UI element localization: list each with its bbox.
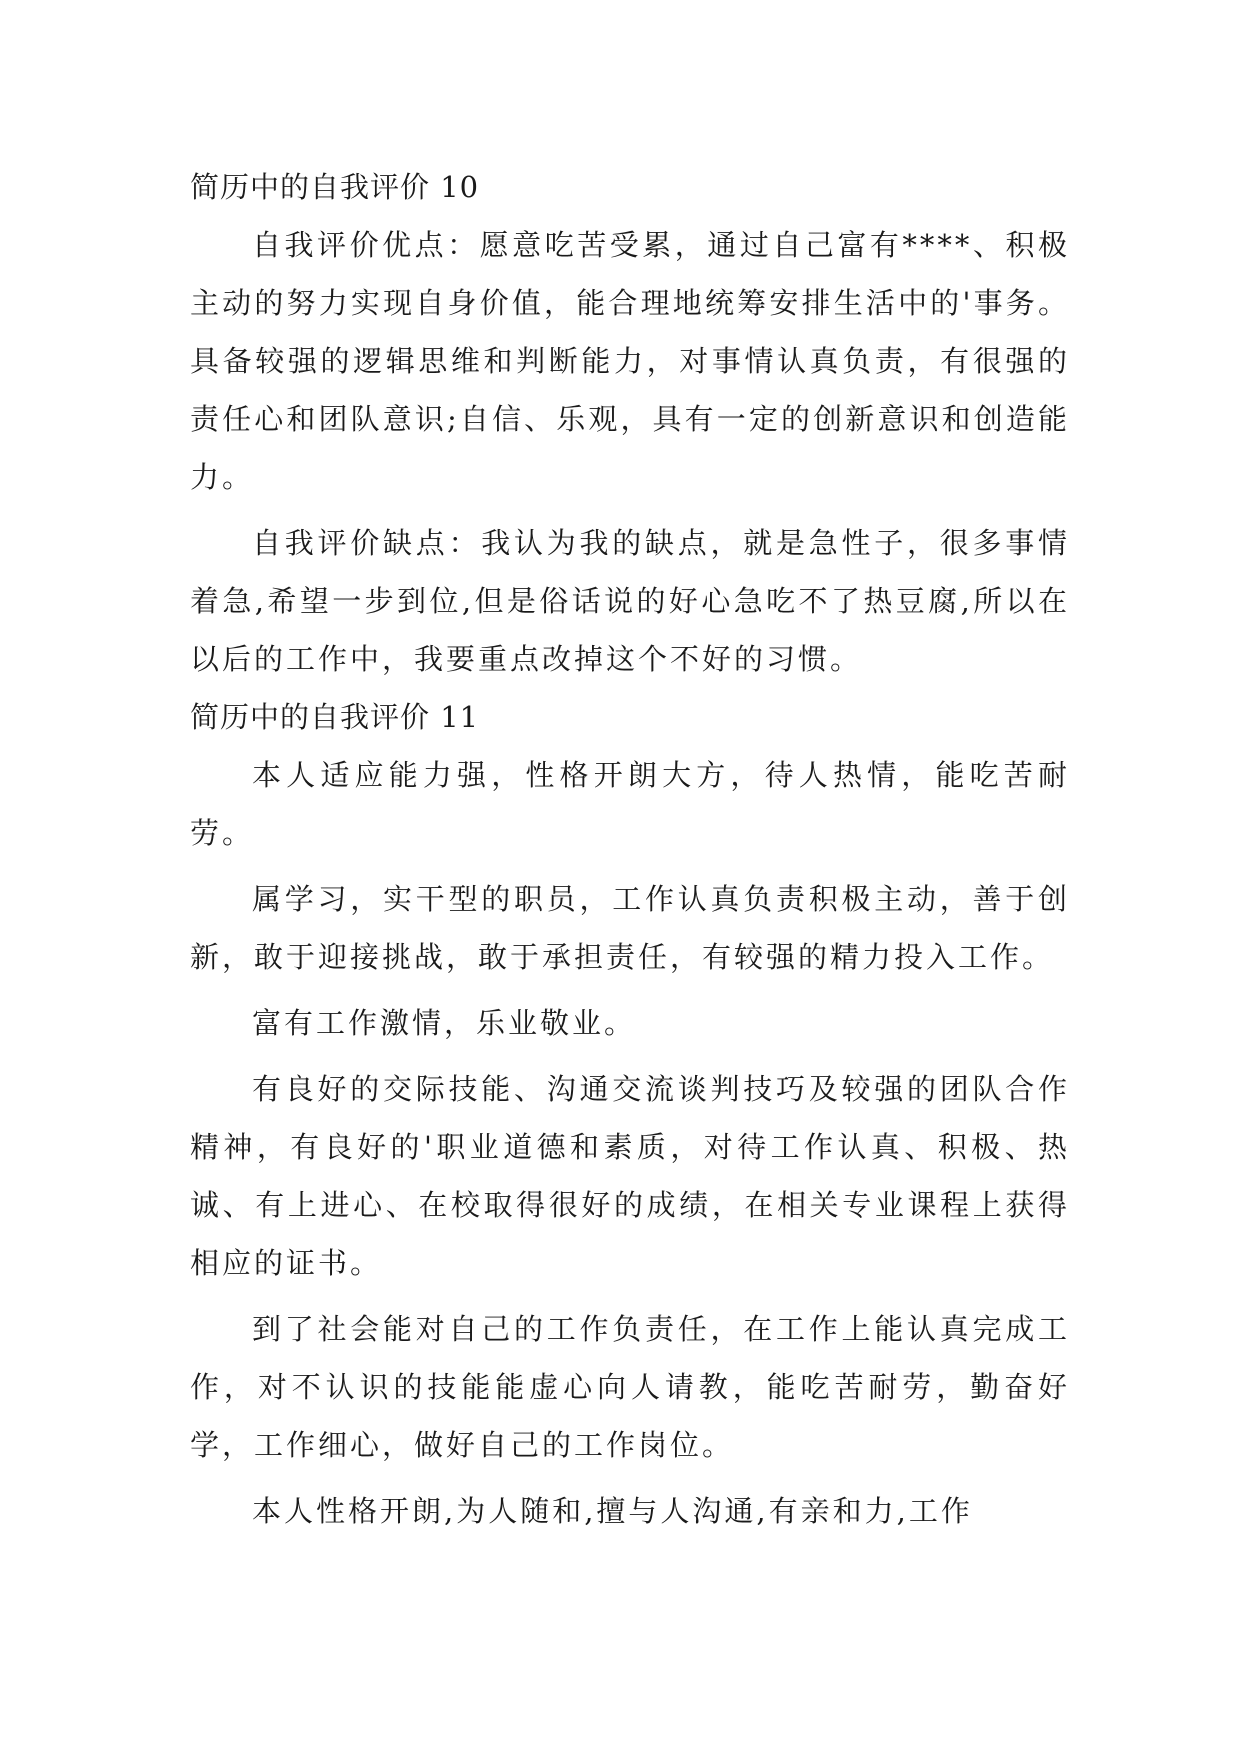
paragraph-personality: 本人性格开朗,为人随和,擅与人沟通,有亲和力,工作 (252, 1494, 973, 1528)
paragraph-practical-worker: 属学习，实干型的职员，工作认真负责积极主动，善于创新，敢于迎接挑战，敢于承担责任，有较强的精力投入工作。 (190, 882, 1070, 974)
document-body (190, 158, 1070, 1548)
paragraph-strengths: 自我评价优点：愿意吃苦受累，通过自己富有****、积极主动的努力实现自身价值，能合理地统筹安排生活中的'事务。具备较强的逻辑思维和判断能力，对事情认真负责，有很强的责任心和团队意识;自信、乐观，具有一定的创新意识和创造能力。 (190, 228, 1070, 494)
paragraph-adaptability: 本人适应能力强，性格开朗大方，待人热情，能吃苦耐劳。 (190, 758, 1070, 850)
section-heading-11: 简历中的自我评价 11 (190, 700, 480, 734)
paragraph-responsibility: 到了社会能对自己的工作负责任，在工作上能认真完成工作，对不认识的技能能虚心向人请教，能吃苦耐劳，勤奋好学，工作细心，做好自己的工作岗位。 (190, 1312, 1070, 1462)
paragraph-communication: 有良好的交际技能、沟通交流谈判技巧及较强的团队合作精神，有良好的'职业道德和素质，对待工作认真、积极、热诚、有上进心、在校取得很好的成绩，在相关专业课程上获得相应的证书。 (190, 1072, 1070, 1280)
paragraph-passion: 富有工作激情，乐业敬业。 (252, 1006, 637, 1040)
paragraph-weaknesses: 自我评价缺点：我认为我的缺点，就是急性子，很多事情着急,希望一步到位,但是俗话说的好心急吃不了热豆腐,所以在以后的工作中，我要重点改掉这个不好的习惯。 (190, 526, 1070, 676)
section-heading-10: 简历中的自我评价 10 (190, 170, 480, 204)
